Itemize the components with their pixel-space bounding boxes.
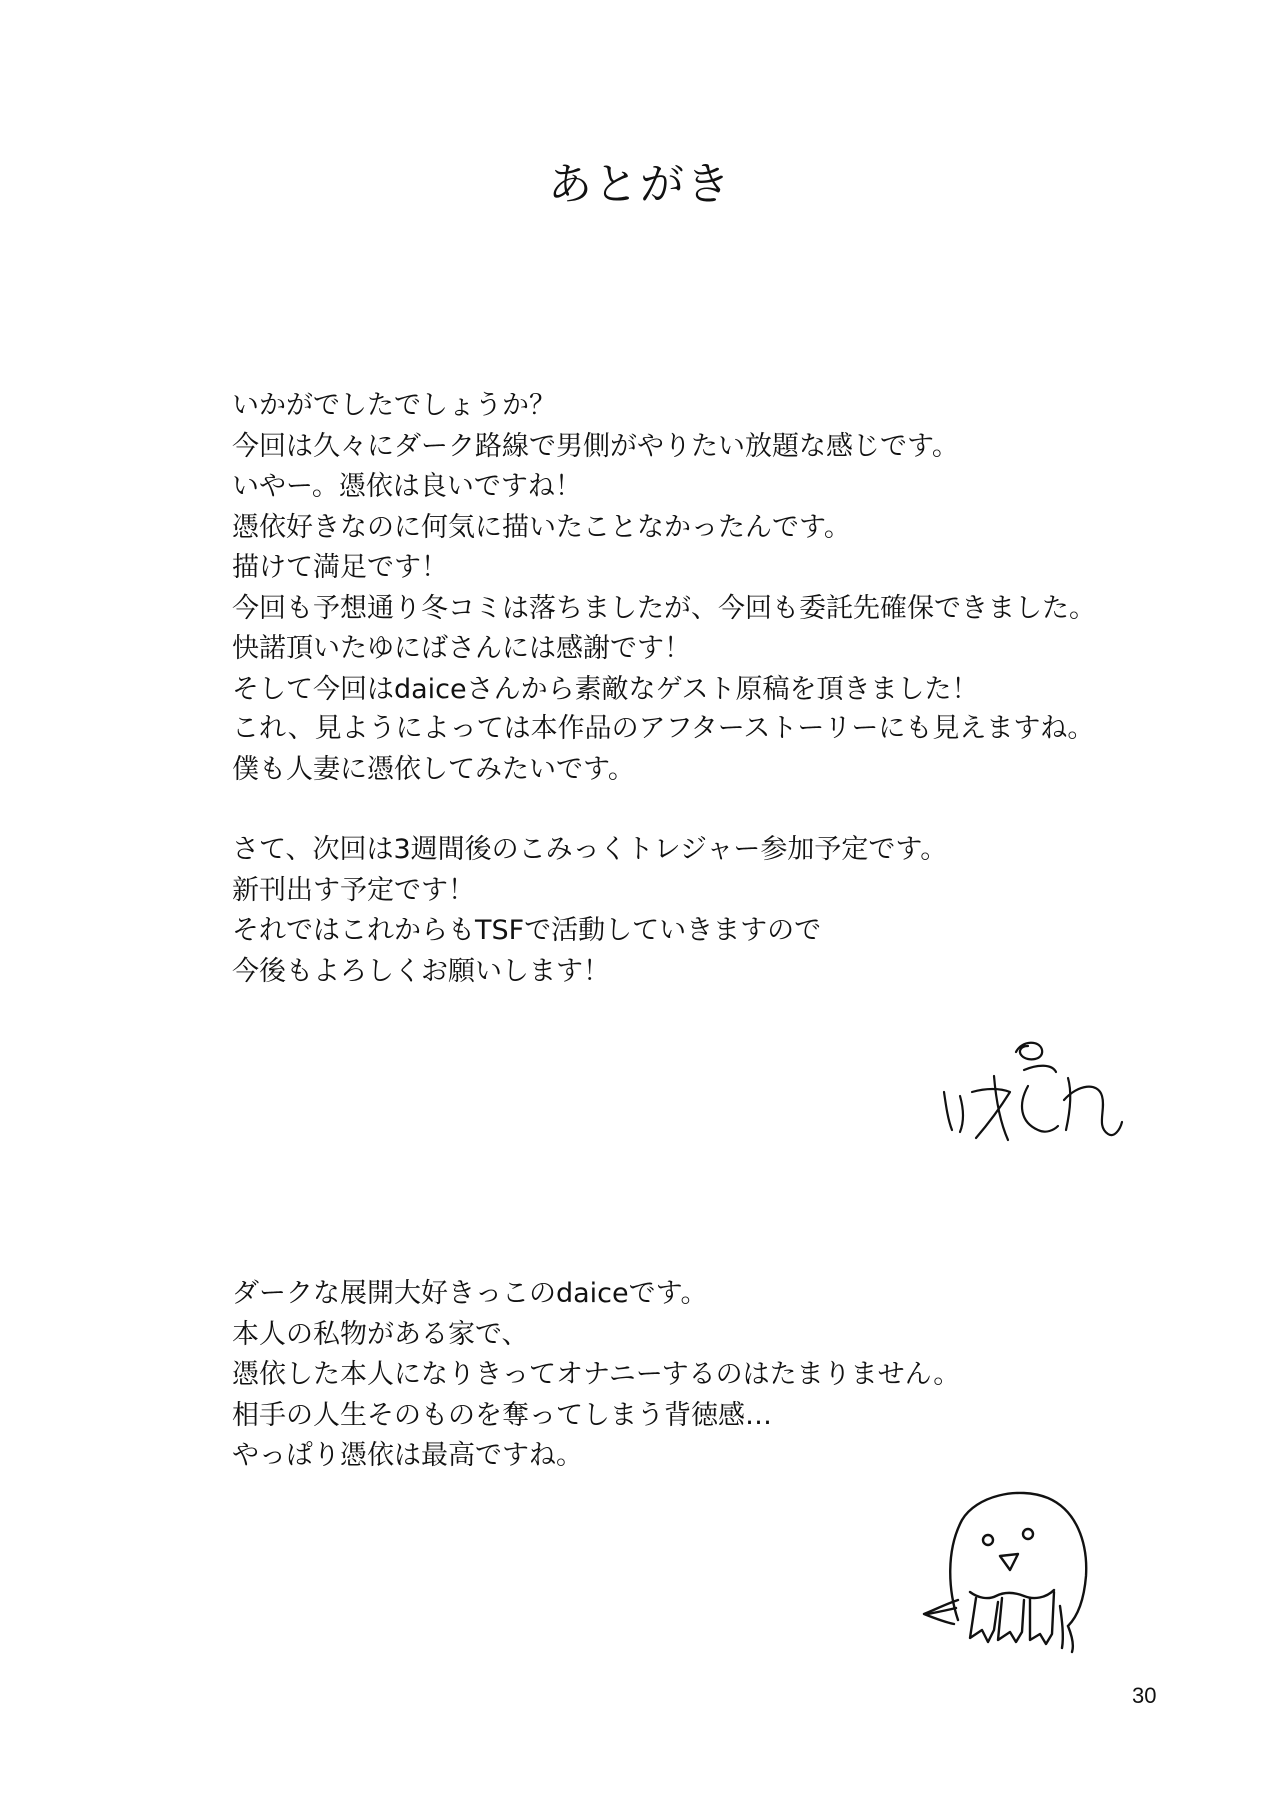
text-line: 相手の人生そのものを奪ってしまう背徳感… — [232, 1399, 772, 1431]
text-line: 僕も人妻に憑依してみたいです。 — [232, 753, 635, 785]
text-line: さて、次回は3週間後のこみっくトレジャー参加予定です。 — [232, 834, 948, 865]
text-line: 憑依好きなのに何気に描いたことなかったんです。 — [232, 511, 851, 543]
text-line: ダークな展開大好きっこのdaiceです。 — [232, 1278, 708, 1309]
page-title: あとがき — [548, 159, 732, 210]
text-line: 新刊出す予定です！ — [232, 874, 475, 906]
guest-note — [232, 1274, 1112, 1477]
text-line: やっぱり憑依は最高ですね。 — [232, 1440, 583, 1471]
text-line: いかがでしたでしょうか？ — [232, 390, 556, 421]
author-note-paragraph-1 — [232, 386, 1112, 710]
text-line: それではこれからもTSFで活動していきますので — [232, 915, 822, 946]
text-line: そして今回はdaiceさんから素敵なゲスト原稿を頂きました！ — [232, 673, 979, 705]
author-note-paragraph-3 — [232, 830, 1112, 992]
text-line: 憑依した本人になりきってオナニーするのはたまりません。 — [232, 1359, 961, 1390]
author-note-paragraph-2 — [232, 709, 1112, 790]
text-line: これ、見ようによっては本作品のアフターストーリーにも見えますね。 — [232, 713, 1095, 744]
text-line: 本人の私物がある家で、 — [232, 1318, 529, 1350]
text-line: いやー。憑依は良いですね！ — [232, 471, 582, 502]
text-line: 快諾頂いたゆにばさんには感謝です！ — [232, 633, 691, 664]
text-line: 今回も予想通り冬コミは落ちましたが、今回も委託先確保できました。 — [232, 592, 1096, 624]
page-number: 30 — [1132, 1683, 1157, 1708]
text-line: 描けて満足です！ — [232, 552, 448, 583]
bird-mascot-icon — [918, 1480, 1108, 1655]
text-line: 今回は久々にダーク路線で男側がやりたい放題な感じです。 — [232, 430, 959, 462]
text-line: 今後もよろしくお願いします！ — [232, 955, 610, 987]
author-signature — [938, 1030, 1128, 1150]
